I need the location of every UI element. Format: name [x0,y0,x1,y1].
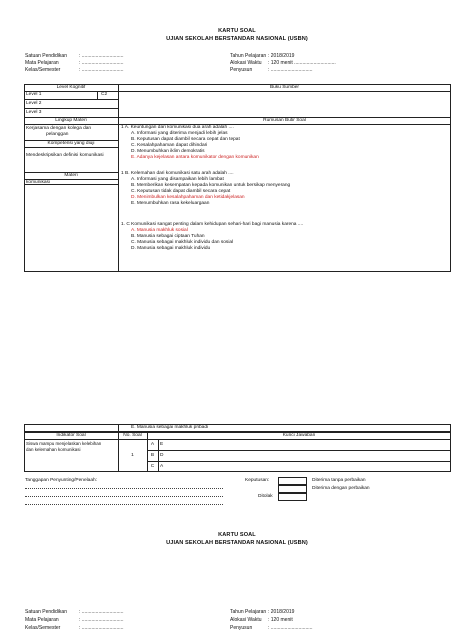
answer-key-a: E [160,441,164,447]
materi-value: komunikasi [26,180,50,185]
question-2: 1 B. Kelemahan dari komunikasi satu arah adalah .... [121,171,234,176]
answer-option: C. Manusia sebagai makhluk individu dan sosial [131,240,234,245]
meta-tahun: Tahun Pelajaran : 2018/2019 [230,53,295,59]
answer-option: A. Informasi yang disampaikan lebih lambat [131,177,224,182]
meta-mapel: Mata Pelajaran : .............................. [25,60,124,66]
answer-option: E. Adanya kejelasan antara komunikator dengan komunikan [131,155,259,160]
answer-option: A. Manusia makhluk sosial [131,228,188,233]
question-1-options [131,131,259,161]
level-1: Level 1 [26,92,42,97]
buku-header: Buku Sumber [269,85,300,90]
card2-meta-tahun: Tahun Pelajaran : 2018/2019 [230,609,295,615]
card-subtitle: UJIAN SEKOLAH BERSTANDAR NASIONAL (USBN) [166,36,308,42]
indikator-header: Indikator Soal [56,433,86,438]
question-3: 1. C Komunikasi sangat penting dalam kehidupan sehari-hari bagi manusia karena .... [121,222,304,227]
card2-meta-kelas: Kelas/Semester : .............................. [25,625,124,631]
lingkup-header: Lingkup Materi [55,118,87,123]
answer-option: B. Memberikan kesempatan kepada komunikan untuk bersikap menyerang [131,183,291,188]
tanggapan-line-1[interactable] [25,488,223,489]
continuation-row [24,424,451,432]
level-2: Level 2 [26,100,42,106]
answer-sub-a: A [150,441,155,447]
card2-meta-penyusun: Penyusun : .............................. [230,625,313,631]
materi-header: Materi [64,173,78,178]
question-1: 1 A. Keuntungan dari komunikasi dua arah adalah .... [121,125,234,130]
answer-option: D. Menumbuhkan iklim demokratis [131,149,205,154]
indikator-value-1: Siswa mampu menjelaskan kelebihan [26,441,102,446]
indikator-value-2: dan kelemahan komunikasi [26,447,81,452]
question-3-options [131,228,233,252]
answer-option: D. Manusia sebagai makhluk individu [131,246,211,251]
answer-option: E. Menumbuhkan rasa kekeluargaan [131,201,210,206]
answer-option: B. Keputusan dapat diambil secara cepat dan tepat [131,137,240,142]
decision-3: Ditolak [258,494,273,499]
decision-1: Diterima tanpa perbaikan [312,478,366,483]
question-3-option-e: E. Manusia sebagai makhluk pribadi [131,425,209,430]
tanggapan-line-2[interactable] [25,496,223,497]
answer-key-c: A [160,463,164,469]
card-title: KARTU SOAL [218,28,256,34]
keputusan-label: Keputusan: [245,478,270,483]
answer-key-b: D [160,452,164,458]
tanggapan-line-3[interactable] [25,504,223,505]
card2-meta-mapel: Mata Pelajaran : .............................. [25,617,124,623]
question-2-options [131,177,290,207]
nosoal-header: No. Soal [123,433,142,438]
answer-option: C. Keputusan tidak dapat diambil secara cepat [131,189,231,194]
answer-sub-b: B [150,452,155,458]
kompetensi-value: Mendeskripsikan definisi komunikasi [26,153,104,158]
card2-title: KARTU SOAL [218,532,256,538]
decision-box-1[interactable] [278,477,307,485]
decision-2: Diterima dengan perbaikan [312,486,370,491]
card2-meta-alokasi: Alokasi Waktu : 120 menit [230,617,293,623]
meta-kelas: Kelas/Semester : .............................. [25,67,124,73]
level-3: Level 3 [26,109,42,115]
answer-option: D. Menimbulkan kesalahpahaman dan ketidakjelasan [131,195,245,200]
meta-alokasi: Alokasi Waktu : 120 menit .............................. [230,60,336,66]
tanggapan-label: Tanggapan Penyunting/Penelaah: [25,478,98,483]
level-code: C2 [101,92,108,97]
kunci-header: Kunci Jawaban [282,433,316,438]
meta-penyusun: Penyusun : .............................. [230,67,313,73]
answer-option: C. Kesalahpahaman dapat dihindari [131,143,208,148]
meta-satuan: Satuan Pendidikan : .............................. [25,53,124,59]
decision-box-3[interactable] [278,493,307,501]
kompetensi-header: Kompetensi yang diuji [47,141,95,146]
lingkup-value-1: Kerjasama dengan kolega dan [26,126,92,131]
lingkup-value-2: pelanggan [46,132,69,137]
answer-option: A. Informasi yang diterima menjadi lebih jelas [131,131,228,136]
card2-meta-satuan: Satuan Pendidikan : .............................. [25,609,124,615]
card2-subtitle: UJIAN SEKOLAH BERSTANDAR NASIONAL (USBN) [166,540,308,546]
decision-box-2[interactable] [278,485,307,493]
answer-sub-c: C [150,463,155,469]
answer-option: B. Manusia sebagai ciptaan Tuhan [131,234,205,239]
rumusan-header: Rumusan Butir Soal [263,118,306,123]
level-header: Level Kognitif [56,85,86,90]
nosoal-value: 1 [131,453,134,458]
